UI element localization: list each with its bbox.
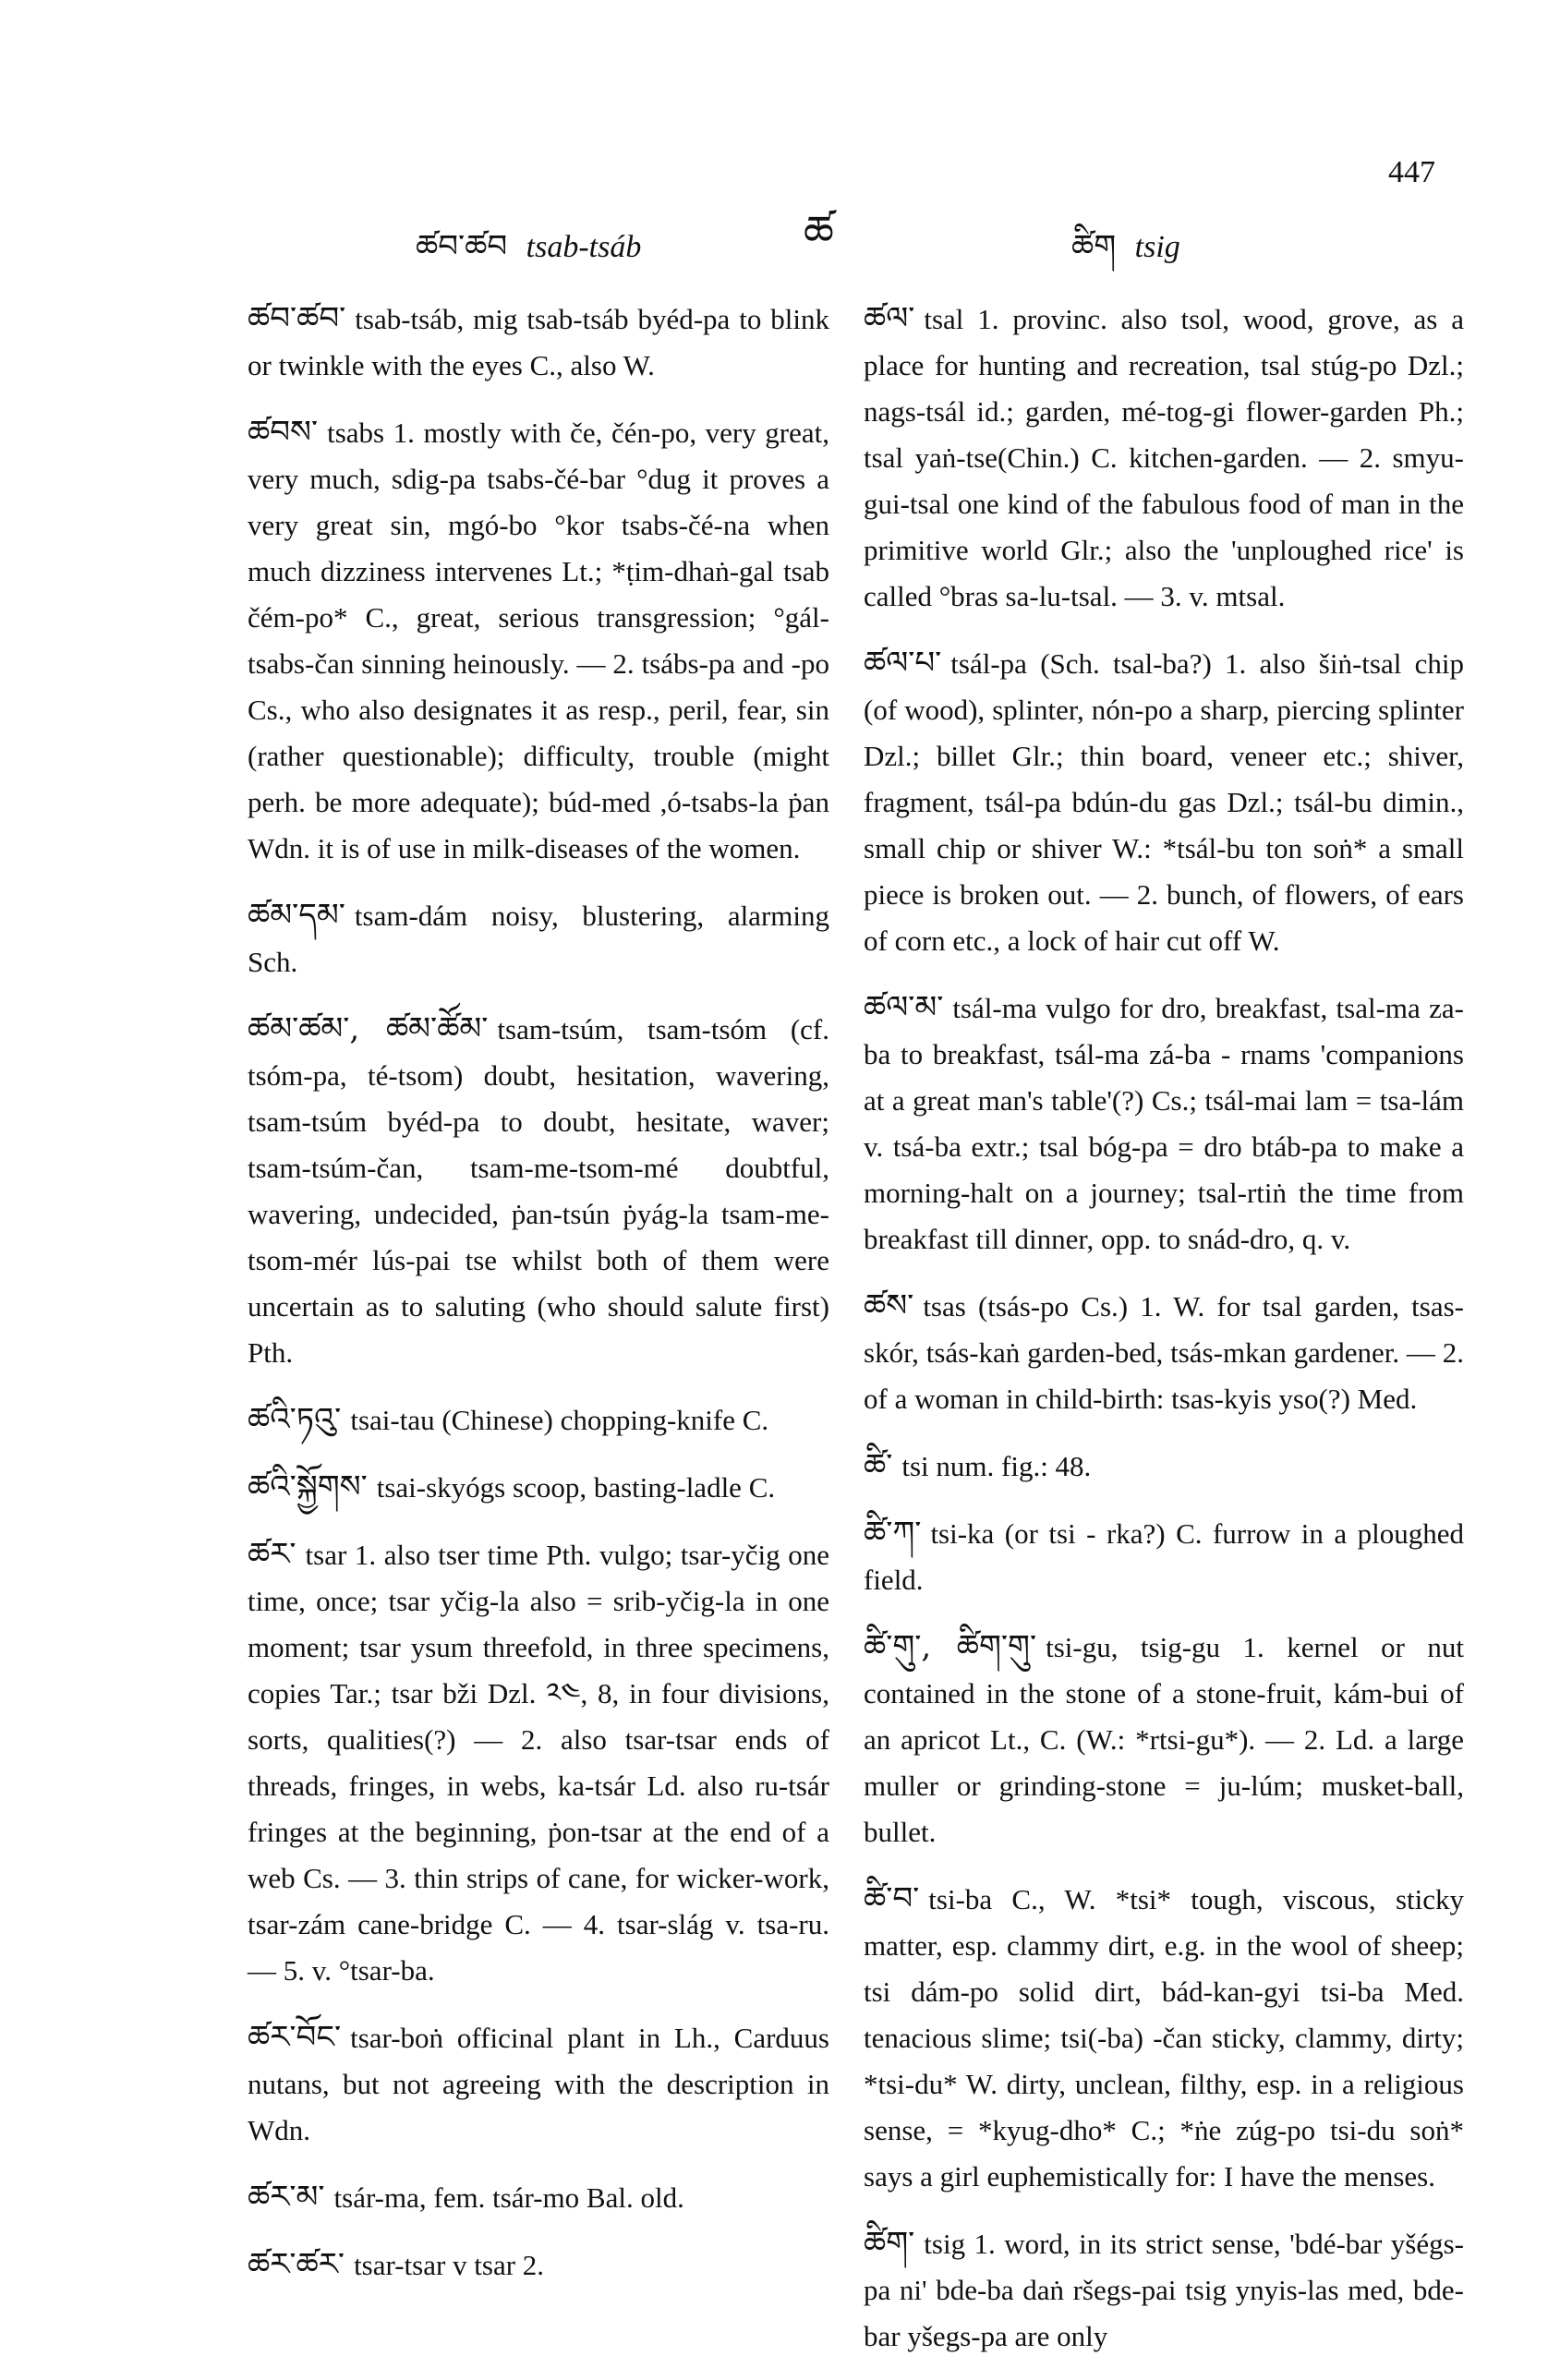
entry-text: tsi-ka (or tsi - rka?) C. furrow in a ploughed field. <box>864 1517 1464 1596</box>
dictionary-entry <box>248 2241 829 2289</box>
dictionary-entry <box>248 1464 829 1511</box>
entry-headword-tibetan: ཚམ་དམ་ <box>248 897 345 934</box>
entry-text: tsam-tsúm, tsam-tsóm (cf. tsóm-pa, té-tsom) doubt, hesitation, wavering, tsam-tsúm byéd-pa to doubt, hesitate, waver; tsam-tsúm-čan, tsam-me-tsom-mé doubtful, wavering, undecided, ṗan-tsún ṗyág-la tsam-me-tsom-mér lús-pai tse whilst both of them were uncertain as to saluting (who should salute first) Pth. <box>248 1013 829 1369</box>
entry-text: tsar-tsar v tsar 2. <box>354 2249 545 2281</box>
entry-headword-tibetan: ཚབས་ <box>248 414 319 451</box>
dictionary-entry <box>248 2174 829 2221</box>
center-glyph: ཚ <box>804 206 834 256</box>
entry-headword-tibetan: ཚར་ <box>248 1536 296 1573</box>
running-head-left-tibetan: ཚབ་ཚབ <box>416 228 508 265</box>
entry-headword-tibetan: ཚི་ <box>864 1447 893 1484</box>
entry-headword-tibetan: ཚའི་སྐྱོགས་ <box>248 1468 368 1505</box>
entry-headword-tibetan: ཚའི་ཏའུ་ <box>248 1401 342 1438</box>
dictionary-entry <box>864 985 1464 1262</box>
dictionary-entry <box>864 1624 1464 1855</box>
entry-text: tsig 1. word, in its strict sense, 'bdé-bar yšégs-pa ni' bde-ba daṅ ršegs-pai tsig ynyis-las med, bde-bar yšegs-pa are only <box>864 2228 1464 2352</box>
entry-text: tsár-ma, fem. tsár-mo Bal. old. <box>333 2181 684 2214</box>
entry-headword-tibetan: ཚམ་ཚམ་, ཚམ་ཚོམ་ <box>248 1010 489 1047</box>
entry-text: tsai-tau (Chinese) chopping-knife C. <box>350 1404 769 1436</box>
dictionary-entry <box>248 1396 829 1444</box>
running-head-right-latin: tsig <box>1134 230 1180 264</box>
running-head-left-latin: tsab-tsáb <box>526 230 642 264</box>
dictionary-entry <box>248 1531 829 1994</box>
entry-headword-tibetan: ཚི་བ་ <box>864 1880 920 1917</box>
dictionary-entry <box>248 409 829 872</box>
entry-headword-tibetan: ཚབ་ཚབ་ <box>248 300 346 337</box>
entry-headword-tibetan: ཚལ་མ་ <box>864 989 944 1026</box>
entry-text: tsar 1. also tser time Pth. vulgo; tsar-yčig one time, once; tsar yčig-la also = srib-yčig-la in one moment; tsar ysum threefold, in three specimens, copies Tar.; tsar bži Dzl. ༢༤, 8, in four divisions, sorts, qualities(?) — 2. also tsar-tsar ends of threads, fringes, in webs, ka-tsár Ld. also ru-tsár fringes at the beginning, ṗon-tsar at the end of a web Cs. — 3. thin strips of cane, for wicker-work, tsar-zám cane-bridge C. — 4. tsar-slág v. tsa-ru. — 5. v. °tsar-ba. <box>248 1539 829 1987</box>
running-head-right-tibetan: ཚིག <box>1071 228 1117 265</box>
dictionary-entry <box>864 640 1464 964</box>
running-head-right <box>1071 211 1180 299</box>
entry-text: tsal 1. provinc. also tsol, wood, grove, as a place for hunting and recreation, tsal stúg-po Dzl.; nags-tsál id.; garden, mé-tog-gi flower-garden Ph.; tsal yaṅ-tse(Chin.) C. kitchen-garden. — 2. smyu-gui-tsal one kind of the fabulous food of man in the primitive world Glr.; also the 'unploughed rice' is called °bras sa-lu-tsal. — 3. v. mtsal. <box>864 303 1464 612</box>
right-column <box>864 296 1464 2380</box>
entry-text: tsas (tsás-po Cs.) 1. W. for tsal garden, tsas-skór, tsás-kaṅ garden-bed, tsás-mkan gardener. — 2. of a woman in child-birth: tsas-kyis yso(?) Med. <box>864 1290 1464 1415</box>
dictionary-entry <box>248 1006 829 1376</box>
entry-headword-tibetan: ཚལ་ <box>864 300 915 337</box>
entry-text: tsi-gu, tsig-gu 1. kernel or nut contained in the stone of a stone-fruit, kám-bui of an apricot Lt., C. (W.: *rtsi-gu*). — 2. Ld. a large muller or grinding-stone = ju-lúm; musket-ball, bullet. <box>864 1631 1464 1848</box>
entry-headword-tibetan: ཚི་ཀ་ <box>864 1515 922 1552</box>
entry-text: tsi num. fig.: 48. <box>901 1450 1092 1482</box>
dictionary-entry <box>864 2220 1464 2360</box>
dictionary-entry <box>864 296 1464 620</box>
entry-text: tsál-ma vulgo for dro, breakfast, tsal-ma za-ba to breakfast, tsál-ma zá-ba - rnams 'companions at a great man's table'(?) Cs.; tsál-mai lam = tsa-lám v. tsá-ba extr.; tsal bóg-pa = dro btáb-pa to make a morning-halt on a journey; tsal-rtiṅ the time from breakfast till dinner, opp. to snád-dro, q. v. <box>864 992 1464 1255</box>
running-head-left <box>416 211 641 299</box>
entry-headword-tibetan: ཚལ་པ་ <box>864 645 942 682</box>
dictionary-entry <box>248 296 829 389</box>
entry-headword-tibetan: ཚི་གུ་, ཚིག་གུ་ <box>864 1628 1037 1665</box>
entry-headword-tibetan: ཚིག་ <box>864 2225 915 2262</box>
dictionary-entry <box>864 1876 1464 2200</box>
dictionary-entry <box>248 892 829 985</box>
entry-text: tsál-pa (Sch. tsal-ba?) 1. also šiṅ-tsal chip (of wood), splinter, nón-po a sharp, piercing splinter Dzl.; billet Glr.; thin board, veneer etc.; shiver, fragment, tsál-pa bdún-du gas Dzl.; tsál-bu dimin., small chip or shiver W.: *tsál-bu ton soṅ* a small piece is broken out. — 2. bunch, of flowers, of ears of corn etc., a lock of hair cut off W. <box>864 647 1464 957</box>
dictionary-entry <box>864 1443 1464 1490</box>
entry-text: tsam-dám noisy, blustering, alarming Sch. <box>248 900 829 978</box>
page-number: 447 <box>1388 155 1435 189</box>
dictionary-entry <box>864 1510 1464 1603</box>
entry-text: tsai-skyógs scoop, basting-ladle C. <box>376 1471 776 1504</box>
entry-headword-tibetan: ཚས་ <box>864 1287 914 1324</box>
entry-text: tsar-boṅ officinal plant in Lh., Carduus nutans, but not agreeing with the description in Wdn. <box>248 2022 829 2146</box>
entry-text: tsabs 1. mostly with če, čén-po, very great, very much, sdig-pa tsabs-čé-bar °dug it proves a very great sin, mgó-bo °kor tsabs-čé-na when much dizziness intervenes Lt.; *ṭim-dhaṅ-gal tsab čém-po* C., great, serious transgression; °gál-tsabs-čan sinning heinously. — 2. tsábs-pa and -po Cs., who also designates it as resp., peril, fear, sin (rather questionable); difficulty, trouble (might perh. be more adequate); búd-med ,ó-tsabs-la ṗan Wdn. it is of use in milk-diseases of the women. <box>248 417 829 864</box>
entry-headword-tibetan: ཚར་མ་ <box>248 2179 325 2216</box>
entry-headword-tibetan: ཚར་བོང་ <box>248 2019 342 2056</box>
left-column <box>248 296 829 2309</box>
dictionary-entry <box>248 2014 829 2154</box>
entry-headword-tibetan: ཚར་ཚར་ <box>248 2246 345 2283</box>
entry-text: tsab-tsáb, mig tsab-tsáb byéd-pa to blink or twinkle with the eyes C., also W. <box>248 303 829 381</box>
entry-text: tsi-ba C., W. *tsi* tough, viscous, sticky matter, esp. clammy dirt, e.g. in the wool of sheep; tsi dám-po solid dirt, bád-kan-gyi tsi-ba Med. tenacious slime; tsi(-ba) -čan sticky, clammy, dirty; *tsi-du* W. dirty, unclean, filthy, esp. in a religious sense, = *kyug-dho* C.; *ṅe zúg-po tsi-du soṅ* says a girl euphemistically for: I have the menses. <box>864 1883 1464 2193</box>
dictionary-entry <box>864 1283 1464 1422</box>
